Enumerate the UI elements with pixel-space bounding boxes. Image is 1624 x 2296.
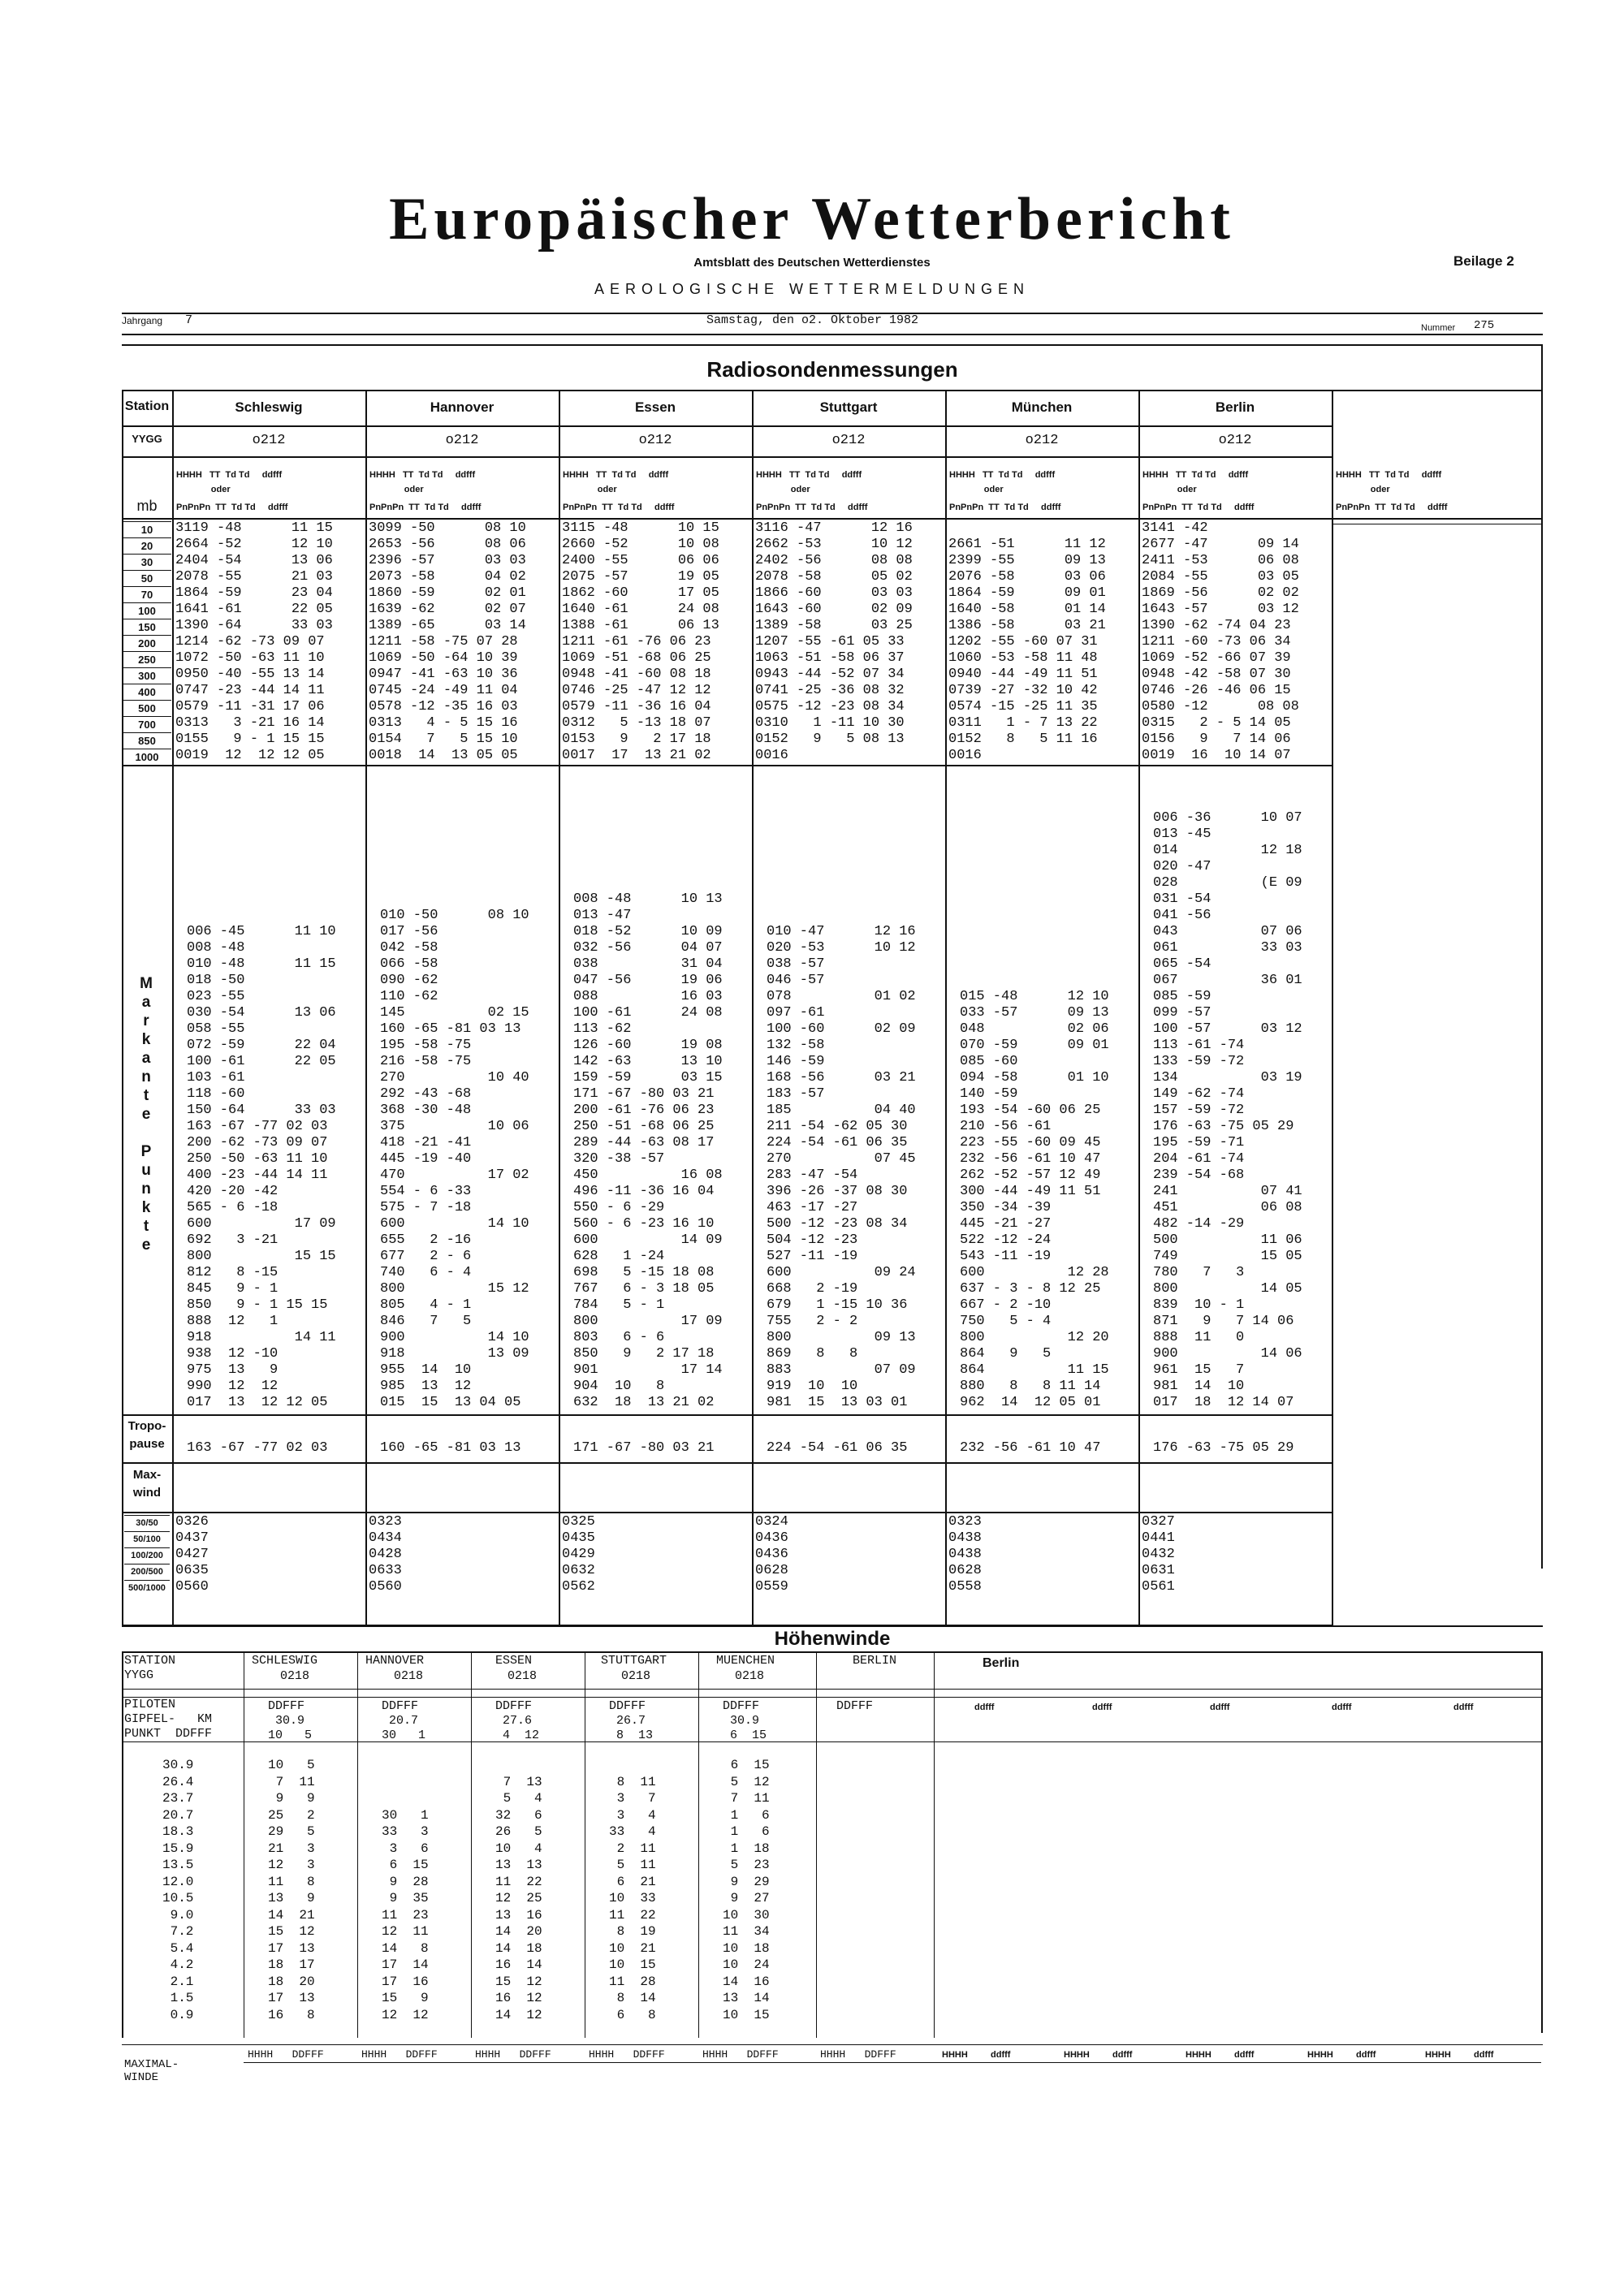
ddfff-label: ddfff	[974, 1703, 995, 1712]
hw-punkt: 30 1	[382, 1728, 426, 1742]
hhhh-label: HHHH	[1064, 2050, 1090, 2060]
column-header-2: oder	[1336, 485, 1390, 494]
hw-left-labels: STATION YYGG PILOTEN GIPFEL- KM PUNKT DDFFF	[124, 1654, 213, 1741]
maxwind-level: 50/100	[124, 1531, 170, 1547]
column-header-2: oder	[949, 485, 1004, 494]
level-label: 850	[123, 732, 171, 749]
hw-station-name: SCHLESWIG	[252, 1654, 318, 1668]
hw-station-yygg: 0218	[508, 1669, 538, 1683]
beilage-label: Beilage 2	[1453, 253, 1514, 269]
tropopause-label-line2: pause	[129, 1437, 165, 1451]
ddfff-label: ddfff	[1112, 2050, 1133, 2060]
column-header-3: PnPnPn TT Td Td ddfff	[176, 503, 288, 512]
hw-piloten: DDFFF	[609, 1699, 646, 1713]
significant-points-data: 010 -47 12 16 020 -53 10 12 038 -57 046 -57 078 01 02 097 -61 100 -60 02 09 132 -58 146 -59 168 -56 03 21 183 -57 185 04 40 211 -54 -62 05 30 224 -54 -61 06 35 270 07 45 283 -47 -54 396 -26 -37 08 30 463 -17 -27 500 -12 -23 08 34 504 -12 -23 527 -11 -19 600 09 24 668 2 -19 679 1 -15 10 36 755 2 - 2 800 09 13 869 8 8 883 07 09 919 10 10 981 15 13 03 01	[767, 924, 916, 1410]
hw-station-yygg: 0218	[280, 1669, 310, 1683]
station-yygg: o212	[445, 433, 479, 448]
rule	[122, 1414, 1332, 1416]
rule	[122, 518, 1543, 520]
nummer-label: Nummer	[1421, 323, 1456, 333]
significant-points-data: 008 -48 10 13 013 -47 018 -52 10 09 032 -56 04 07 038 31 04 047 -56 19 06 088 16 03 100 -61 24 08 113 -62 126 -60 19 08 142 -63 13 10 159 -59 03 15 171 -67 -80 03 21 200 -61 -76 06 23 250 -51 -68 06 25 289 -44 -63 08 17 320 -38 -57 450 16 08 496 -11 -36 16 04 550 - 6 -29 560 - 6 -23 16 10 600 14 09 628 1 -24 698 5 -15 18 08 767 6 - 3 18 05 784 5 - 1 800 17 09 803 6 - 6 850 9 2 17 18 901 17 14 904 10 8 632 18 13 21 02	[573, 891, 723, 1410]
standard-level-data: 3115 -48 10 15 2660 -52 10 08 2400 -55 06 06 2075 -57 19 05 1862 -60 17 05 1640 -61 24 08 1388 -61 06 13 1211 -61 -76 06 23 1069 -51 -68 06 25 0948 -41 -60 08 18 0746 -25 -47 12 12 0579 -11 -36 16 04 0312 5 -13 18 07 0153 9 2 17 18 0017 17 13 21 02	[562, 520, 719, 763]
station-yygg: o212	[1218, 433, 1252, 448]
hw-piloten: DDFFF	[382, 1699, 419, 1713]
column-header-3: PnPnPn TT Td Td ddfff	[949, 503, 1061, 512]
level-label: 70	[123, 586, 171, 602]
hw-station-winds: 30 1 33 3 3 6 6 15 9 28 9 35 11 23 12 11 14 8 17 14 17 16 15 9 12 12	[382, 1807, 429, 2022]
markante-punkte-label: M a r k a n t e P u n k t e	[140, 975, 153, 1254]
hhhh-label: HHHH	[1307, 2050, 1333, 2060]
column-header-3: PnPnPn TT Td Td ddfff	[756, 503, 868, 512]
station-name: Berlin	[1215, 399, 1255, 415]
rule	[122, 2044, 1543, 2045]
col-border	[1332, 390, 1333, 1625]
maxwind-values: 0326 0437 0427 0635 0560	[175, 1514, 209, 1595]
column-header-1: HHHH TT Td Td ddfff	[563, 470, 669, 480]
issue-date: Samstag, den o2. Oktober 1982	[706, 313, 919, 327]
ddfff-label: ddfff	[991, 2050, 1011, 2060]
col-border	[752, 390, 754, 1625]
maxwind-label-line1: Max-	[132, 1468, 162, 1482]
maxwind-level: 100/200	[124, 1547, 170, 1563]
maxwinde-header: HHHH DDFFF	[820, 2048, 896, 2061]
rule	[244, 2062, 1541, 2063]
column-header-2: oder	[756, 485, 810, 494]
radiosonde-title: Radiosondenmessungen	[706, 357, 958, 382]
column-header-2: oder	[176, 485, 231, 494]
level-label: 150	[123, 619, 171, 635]
level-label: 700	[123, 716, 171, 732]
hw-piloten: DDFFF	[495, 1699, 533, 1713]
ddfff-label: ddfff	[1332, 1703, 1352, 1712]
hw-station-yygg: 0218	[735, 1669, 765, 1683]
significant-points-data: 006 -36 10 07 013 -45 014 12 18 020 -47 028 (E 09 031 -54 041 -56 043 07 06 061 33 03 065 -54 067 36 01 085 -59 099 -57 100 -57 03 12 113 -61 -74 133 -59 -72 134 03 19 149 -62 -74 157 -59 -72 176 -63 -75 05 29 195 -59 -71 204 -61 -74 239 -54 -68 241 07 41 451 06 08 482 -14 -29 500 11 06 749 15 05 780 7 3 800 14 05 839 10 - 1 871 9 7 14 06 888 11 0 900 14 06 961 15 7 981 14 10 017 18 12 14 07	[1153, 810, 1302, 1410]
rule	[122, 1651, 1543, 1653]
level-label: 100	[123, 602, 171, 619]
hw-station-name: ESSEN	[495, 1654, 533, 1668]
hoehenwinde-title: Höhenwinde	[774, 1628, 891, 1650]
maxwind-values: 0323 0434 0428 0633 0560	[369, 1514, 402, 1595]
col-border	[1138, 390, 1140, 1625]
ddfff-label: ddfff	[1234, 2050, 1255, 2060]
column-header-3: PnPnPn TT Td Td ddfff	[1142, 503, 1255, 512]
hw-station-winds: 10 5 7 11 9 9 25 2 29 5 21 3 12 3 11 8 13 9 14 21 15 12 17 13 18 17 18 20 17 13 16 8	[268, 1758, 315, 2022]
standard-level-data: 3141 -42 2677 -47 09 14 2411 -53 06 08 2084 -55 03 05 1869 -56 02 02 1643 -57 03 12 1390 -62 -74 04 23 1211 -60 -73 06 34 1069 -52 -66 07 39 0948 -42 -58 07 30 0746 -26 -46 06 15 0580 -12 08 08 0315 2 - 5 14 05 0156 9 7 14 06 0019 16 10 14 07	[1142, 520, 1299, 763]
rule	[122, 1512, 1332, 1513]
hw-station-winds: 7 13 5 4 32 6 26 5 10 4 13 13 11 22 12 25 13 16 14 20 14 18 16 14 15 12 16 12 14 12	[495, 1774, 542, 2022]
ddfff-label: ddfff	[1210, 1703, 1230, 1712]
maxwind-values: 0324 0436 0436 0628 0559	[755, 1514, 788, 1595]
significant-points-data: 006 -45 11 10 008 -48 010 -48 11 15 018 -50 023 -55 030 -54 13 06 058 -55 072 -59 22 04 100 -61 22 05 103 -61 118 -60 150 -64 33 03 163 -67 -77 02 03 200 -62 -73 09 07 250 -50 -63 11 10 400 -23 -44 14 11 420 -20 -42 565 - 6 -18 600 17 09 692 3 -21 800 15 15 812 8 -15 845 9 - 1 850 9 - 1 15 15 888 12 1 918 14 11 938 12 -10 975 13 9 990 12 12 017 13 12 12 05	[187, 924, 336, 1410]
maxwind-label-line2: wind	[132, 1486, 162, 1500]
col-border	[471, 1651, 472, 2038]
station-row-label: Station	[124, 399, 170, 413]
column-header-1: HHHH TT Td Td ddfff	[1336, 470, 1442, 480]
station-name: Schleswig	[235, 399, 303, 415]
maxwinde-header: HHHH DDFFF	[702, 2048, 779, 2061]
mb-label: mb	[136, 498, 158, 514]
station-name: Hannover	[430, 399, 495, 415]
station-yygg: o212	[831, 433, 866, 448]
level-label: 20	[123, 537, 171, 554]
level-label: 300	[123, 667, 171, 684]
page-title: Europäischer Wetterbericht	[389, 186, 1235, 252]
ddfff-label: ddfff	[1474, 2050, 1494, 2060]
col-border	[365, 390, 367, 1625]
hw-punkt: 10 5	[268, 1728, 313, 1742]
station-name: Stuttgart	[819, 399, 878, 415]
column-header-1: HHHH TT Td Td ddfff	[949, 470, 1056, 480]
column-header-2: oder	[563, 485, 617, 494]
station-name: München	[1011, 399, 1073, 415]
column-header-3: PnPnPn TT Td Td ddfff	[369, 503, 482, 512]
col-border	[816, 1651, 817, 2038]
ddfff-label: ddfff	[1092, 1703, 1112, 1712]
hw-punkt: 6 15	[723, 1728, 767, 1742]
station-yygg: o212	[1025, 433, 1059, 448]
aerologische-heading: AEROLOGISCHE WETTERMELDUNGEN	[594, 281, 1030, 297]
label-col-border	[172, 390, 174, 1625]
maxwind-level: 500/1000	[124, 1580, 170, 1595]
hw-right-border	[1541, 1651, 1543, 2033]
maxwinde-header: HHHH DDFFF	[248, 2048, 324, 2061]
rule	[122, 1741, 1543, 1742]
level-label: 50	[123, 570, 171, 586]
col-border	[934, 1651, 935, 2038]
column-header-3: PnPnPn TT Td Td ddfff	[563, 503, 675, 512]
hw-piloten: DDFFF	[723, 1699, 760, 1713]
level-label: 10	[123, 521, 171, 537]
rule	[122, 425, 1332, 427]
maxwind-values: 0327 0441 0432 0631 0561	[1142, 1514, 1175, 1595]
column-header-1: HHHH TT Td Td ddfff	[369, 470, 476, 480]
hw-gipfel: 27.6	[495, 1714, 533, 1728]
level-label: 30	[123, 554, 171, 570]
column-header-1: HHHH TT Td Td ddfff	[756, 470, 862, 480]
hw-gipfel: 20.7	[382, 1714, 419, 1728]
jahrgang-label: Jahrgang	[122, 315, 163, 326]
yygg-row-label: YYGG	[132, 433, 162, 445]
level-label: 1000	[123, 749, 171, 765]
hw-station-yygg: 0218	[394, 1669, 424, 1683]
maxwinde-header: HHHH DDFFF	[361, 2048, 438, 2061]
hhhh-label: HHHH	[942, 2050, 968, 2060]
tropopause-value: 232 -56 -61 10 47	[960, 1440, 1101, 1456]
hoehenwinde-top-rule	[122, 1625, 1543, 1627]
hw-gipfel: 26.7	[609, 1714, 646, 1728]
column-header-2: oder	[369, 485, 424, 494]
radiosonde-top-rule	[122, 344, 1543, 346]
rule	[122, 1462, 1332, 1464]
maxwind-level: 30/50	[124, 1515, 170, 1530]
maxwind-values: 0323 0438 0438 0628 0558	[948, 1514, 982, 1595]
rule	[122, 765, 1332, 766]
tropopause-value: 224 -54 -61 06 35	[767, 1440, 908, 1456]
jahrgang-value: 7	[185, 313, 193, 327]
col-border	[559, 390, 560, 1625]
maxwind-values: 0325 0435 0429 0632 0562	[562, 1514, 595, 1595]
ddfff-label: ddfff	[1356, 2050, 1376, 2060]
hw-punkt: 4 12	[495, 1728, 540, 1742]
tropopause-value: 163 -67 -77 02 03	[187, 1440, 328, 1456]
hw-left-border	[122, 1651, 123, 2038]
column-header-3: PnPnPn TT Td Td ddfff	[1336, 503, 1448, 512]
standard-level-data: 3099 -50 08 10 2653 -56 08 06 2396 -57 03 03 2073 -58 04 02 1860 -59 02 01 1639 -62 02 07 1389 -65 03 14 1211 -58 -75 07 28 1069 -50 -64 10 39 0947 -41 -63 10 36 0745 -24 -49 11 04 0578 -12 -35 16 03 0313 4 - 5 15 16 0154 7 5 15 10 0018 14 13 05 05	[369, 520, 526, 763]
level-label: 200	[123, 635, 171, 651]
hw-station-name: HANNOVER	[365, 1654, 425, 1668]
rule	[122, 1689, 1543, 1690]
hw-station-name: STUTTGART	[601, 1654, 667, 1668]
page-subtitle: Amtsblatt des Deutschen Wetterdienstes	[693, 256, 931, 270]
level-label: 250	[123, 651, 171, 667]
maxwinde-header: HHHH DDFFF	[475, 2048, 551, 2061]
column-header-1: HHHH TT Td Td ddfff	[1142, 470, 1249, 480]
level-label: 500	[123, 700, 171, 716]
hw-station-name: BERLIN	[853, 1654, 897, 1668]
rule	[122, 1697, 1543, 1698]
tropopause-value: 160 -65 -81 03 13	[380, 1440, 521, 1456]
level-label: 400	[123, 684, 171, 700]
hhhh-label: HHHH	[1186, 2050, 1212, 2060]
station-yygg: o212	[252, 433, 286, 448]
radiosonde-right-border	[1541, 344, 1543, 1569]
col-border	[698, 1651, 699, 2038]
col-border	[357, 1651, 358, 2038]
maxwinde-label: MAXIMAL- WINDE	[124, 2058, 179, 2084]
berlin-panel-title: Berlin	[983, 1656, 1020, 1670]
tropopause-label-line1: Tropo-	[127, 1419, 166, 1433]
tropopause-value: 171 -67 -80 03 21	[573, 1440, 715, 1456]
nummer-value: 275	[1474, 319, 1495, 332]
station-name: Essen	[634, 399, 676, 415]
ddfff-label: ddfff	[1453, 1703, 1474, 1712]
col-border	[945, 390, 947, 1625]
hw-punkt: 8 13	[609, 1728, 654, 1742]
maxwinde-header: HHHH DDFFF	[589, 2048, 665, 2061]
station-yygg: o212	[638, 433, 672, 448]
hw-piloten: DDFFF	[268, 1699, 305, 1713]
significant-points-data: 015 -48 12 10 033 -57 09 13 048 02 06 070 -59 09 01 085 -60 094 -58 01 10 140 -59 193 -54 -60 06 25 210 -56 -61 223 -55 -60 09 45 232 -56 -61 10 47 262 -52 -57 12 49 300 -44 -49 11 51 350 -34 -39 445 -21 -27 522 -12 -24 543 -11 -19 600 12 28 637 - 3 - 8 12 25 667 - 2 -10 750 5 - 4 800 12 20 864 9 5 864 11 15 880 8 8 11 14 962 14 12 05 01	[960, 989, 1109, 1410]
hw-station-yygg: 0218	[621, 1669, 651, 1683]
column-header-1: HHHH TT Td Td ddfff	[176, 470, 283, 480]
header-rule-bottom	[122, 334, 1543, 335]
hw-station-winds: 8 11 3 7 3 4 33 4 2 11 5 11 6 21 10 33 11 22 8 19 10 21 10 15 11 28 8 14 6 8	[609, 1774, 656, 2022]
column-header-2: oder	[1142, 485, 1197, 494]
hw-gipfel: 30.9	[268, 1714, 305, 1728]
hw-piloten: DDFFF	[836, 1699, 874, 1713]
hw-station-name: MUENCHEN	[716, 1654, 775, 1668]
maxwind-level: 200/500	[124, 1564, 170, 1579]
hw-station-winds: 6 15 5 12 7 11 1 6 1 6 1 18 5 23 9 29 9 27 10 30 11 34 10 18 10 24 14 16 13 14 10 15	[723, 1758, 770, 2022]
tropopause-value: 176 -63 -75 05 29	[1153, 1440, 1294, 1456]
hw-gipfel: 30.9	[723, 1714, 760, 1728]
hhhh-label: HHHH	[1425, 2050, 1451, 2060]
hw-heights: 30.9 26.4 23.7 20.7 18.3 15.9 13.5 12.0 10.5 9.0 7.2 5.4 4.2 2.1 1.5 0.9	[162, 1758, 194, 2022]
rule	[122, 456, 1332, 458]
standard-level-data: 3119 -48 11 15 2664 -52 12 10 2404 -54 13 06 2078 -55 21 03 1864 -59 23 04 1641 -61 22 05 1390 -64 33 03 1214 -62 -73 09 07 1072 -50 -63 11 10 0950 -40 -55 13 14 0747 -23 -44 14 11 0579 -11 -31 17 06 0313 3 -21 16 14 0155 9 - 1 15 15 0019 12 12 12 05	[175, 520, 333, 763]
standard-level-data: 2661 -51 11 12 2399 -55 09 13 2076 -58 03 06 1864 -59 09 01 1640 -58 01 14 1386 -58 03 21 1202 -55 -60 07 31 1060 -53 -58 11 48 0940 -44 -49 11 51 0739 -27 -32 10 42 0574 -15 -25 11 35 0311 1 - 7 13 22 0152 8 5 11 16 0016	[948, 537, 1106, 763]
rule	[122, 390, 1543, 391]
standard-level-data: 3116 -47 12 16 2662 -53 10 12 2402 -56 08 08 2078 -58 05 02 1866 -60 03 03 1643 -60 02 09 1389 -58 03 25 1207 -55 -61 05 33 1063 -51 -58 06 37 0943 -44 -52 07 34 0741 -25 -36 08 32 0575 -12 -23 08 34 0310 1 -11 10 30 0152 9 5 08 13 0016	[755, 520, 913, 763]
significant-points-data: 010 -50 08 10 017 -56 042 -58 066 -58 090 -62 110 -62 145 02 15 160 -65 -81 03 13 195 -58 -75 216 -58 -75 270 10 40 292 -43 -68 368 -30 -48 375 10 06 418 -21 -41 445 -19 -40 470 17 02 554 - 6 -33 575 - 7 -18 600 14 10 655 2 -16 677 2 - 6 740 6 - 4 800 15 12 805 4 - 1 846 7 5 900 14 10 918 13 09 955 14 10 985 13 12 015 15 13 04 05	[380, 908, 529, 1410]
